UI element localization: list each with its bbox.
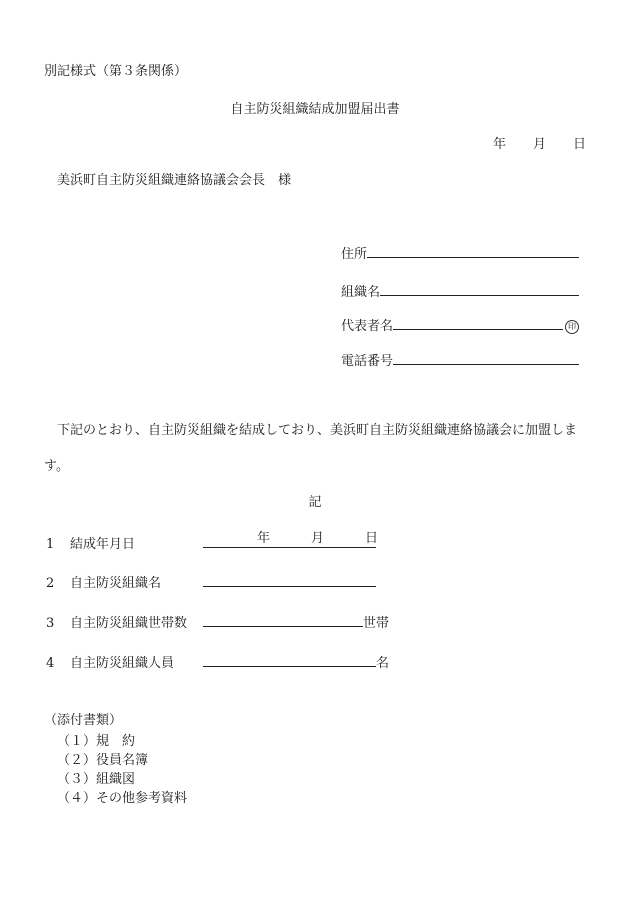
members-unit: 名 <box>376 656 390 671</box>
item-label: 結成年月日 <box>70 537 136 552</box>
households-input[interactable] <box>203 612 363 627</box>
item-row-4 <box>46 652 389 673</box>
org-name-field <box>341 281 579 302</box>
representative-input[interactable] <box>393 315 563 330</box>
formation-month: 月 <box>311 531 325 546</box>
seal-mark: 印 <box>565 320 579 334</box>
body-text-line-1: 下記のとおり、自主防災組織を結成しており、美浜町自主防災組織連絡協議会に加盟しま <box>57 423 578 438</box>
formation-date-input[interactable] <box>203 531 379 548</box>
formation-year: 年 <box>257 531 271 546</box>
members-input[interactable] <box>203 652 376 667</box>
ki-heading: 記 <box>308 495 322 510</box>
item-row-2 <box>46 572 376 593</box>
item-row-3 <box>46 612 389 633</box>
attachments-list <box>57 732 187 808</box>
item-number: 3 <box>46 616 55 631</box>
org-name-item-input[interactable] <box>203 572 376 587</box>
form-reference: 別記様式（第３条関係） <box>44 64 188 79</box>
item-number: 4 <box>46 656 55 671</box>
org-name-label: 組織名 <box>341 285 381 300</box>
date-day[interactable]: 日 <box>572 137 586 152</box>
attachment-item: （３）組織図 <box>57 772 136 787</box>
body-text-line-2: す。 <box>44 459 69 474</box>
org-name-input[interactable] <box>380 281 579 296</box>
addressee: 美浜町自主防災組織連絡協議会会長 様 <box>57 173 292 188</box>
item-row-1 <box>46 531 379 554</box>
address-field <box>341 243 579 264</box>
address-input[interactable] <box>367 243 579 258</box>
representative-field <box>341 315 579 336</box>
phone-input[interactable] <box>393 350 579 365</box>
item-label: 自主防災組織人員 <box>70 656 175 671</box>
attachment-item: （４）その他参考資料 <box>57 791 188 806</box>
attachment-item: （２）役員名簿 <box>57 753 149 768</box>
attachment-item: （１）規 約 <box>57 734 136 749</box>
item-number: 1 <box>46 537 55 552</box>
item-label: 自主防災組織名 <box>70 576 162 591</box>
item-label: 自主防災組織世帯数 <box>70 616 188 631</box>
address-label: 住所 <box>341 247 368 262</box>
submission-date <box>486 136 586 154</box>
representative-label: 代表者名 <box>341 319 394 334</box>
item-number: 2 <box>46 576 55 591</box>
formation-day: 日 <box>365 531 379 546</box>
phone-field <box>341 350 579 371</box>
date-year[interactable]: 年 <box>492 137 506 152</box>
households-unit: 世帯 <box>363 616 390 631</box>
attachments-heading: （添付書類） <box>44 713 123 728</box>
date-month[interactable]: 月 <box>532 137 546 152</box>
phone-label: 電話番号 <box>341 354 394 369</box>
document-title: 自主防災組織結成加盟届出書 <box>230 102 400 117</box>
